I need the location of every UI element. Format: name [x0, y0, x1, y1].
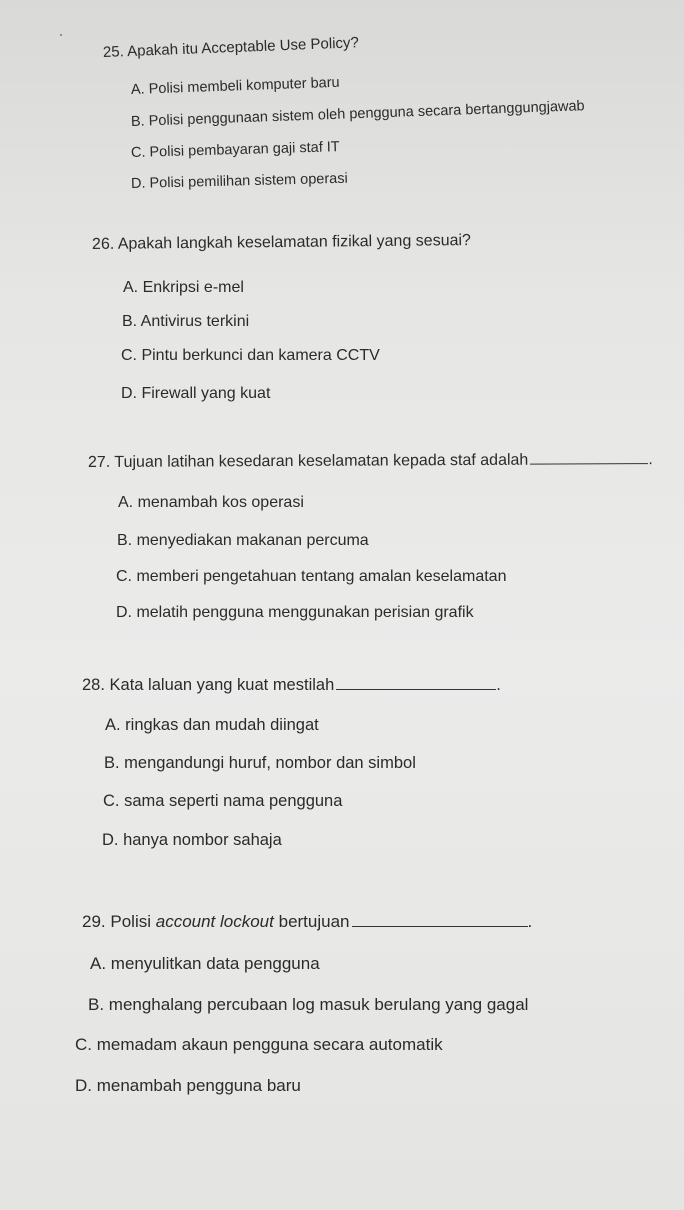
option-d: D. menambah pengguna baru — [75, 1076, 301, 1095]
option-a: A. menyulitkan data pengguna — [90, 954, 320, 973]
option-c: C. memadam akaun pengguna secara automatik — [75, 1035, 443, 1054]
option-c: C. memberi pengetahuan tentang amalan keselamatan — [116, 568, 507, 585]
question-26-stem — [92, 232, 471, 254]
question-text-italic: account lockout — [155, 912, 274, 931]
option-c: C. Pintu berkunci dan kamera CCTV — [121, 347, 380, 364]
answer-blank — [352, 925, 528, 927]
answer-blank — [530, 462, 648, 465]
question-text: Apakah itu Acceptable Use Policy? — [126, 34, 360, 61]
paper-speck — [60, 34, 62, 36]
option-a: A. Enkripsi e-mel — [123, 279, 244, 296]
option-a: A. menambah kos operasi — [118, 494, 304, 511]
option-b: B. mengandungi huruf, nombor dan simbol — [104, 754, 416, 772]
option-b: B. menyediakan makanan percuma — [117, 532, 369, 549]
option-c: C. Polisi pembayaran gaji staf IT — [130, 139, 340, 161]
question-number: 27. — [87, 453, 111, 471]
option-a: A. Polisi membeli komputer baru — [130, 74, 340, 98]
option-d: D. melatih pengguna menggunakan perisian grafik — [116, 604, 474, 621]
question-text-suffix: bertujuan — [278, 912, 350, 931]
question-number: 26. — [91, 235, 115, 253]
question-28-stem — [82, 676, 501, 695]
answer-blank — [336, 688, 496, 690]
option-d: D. Firewall yang kuat — [121, 385, 271, 402]
question-text-prefix: Polisi — [110, 912, 151, 931]
blank-end: . — [527, 912, 533, 931]
option-d: D. hanya nombor sahaja — [102, 831, 282, 849]
question-number: 28. — [82, 676, 105, 694]
question-29-stem — [82, 912, 532, 932]
question-text: Tujuan latihan kesedaran keselamatan kepada staf adalah — [114, 451, 529, 471]
option-d: D. Polisi pemilihan sistem operasi — [130, 170, 348, 192]
option-b: B. Polisi penggunaan sistem oleh pengguna secara bertanggungjawab — [130, 98, 585, 130]
option-c: C. sama seperti nama pengguna — [103, 792, 343, 810]
question-27-stem — [88, 451, 653, 472]
blank-end: . — [496, 676, 501, 694]
question-text: Kata laluan yang kuat mestilah — [109, 676, 335, 694]
blank-end: . — [648, 451, 653, 469]
question-number: 29. — [82, 912, 106, 931]
option-b: B. Antivirus terkini — [122, 313, 250, 330]
question-text: Apakah langkah keselamatan fizikal yang sesuai? — [117, 232, 471, 253]
question-number: 25. — [102, 43, 125, 61]
option-a: A. ringkas dan mudah diingat — [105, 716, 319, 734]
question-25-stem — [103, 34, 359, 61]
option-b: B. menghalang percubaan log masuk berulang yang gagal — [88, 995, 529, 1014]
